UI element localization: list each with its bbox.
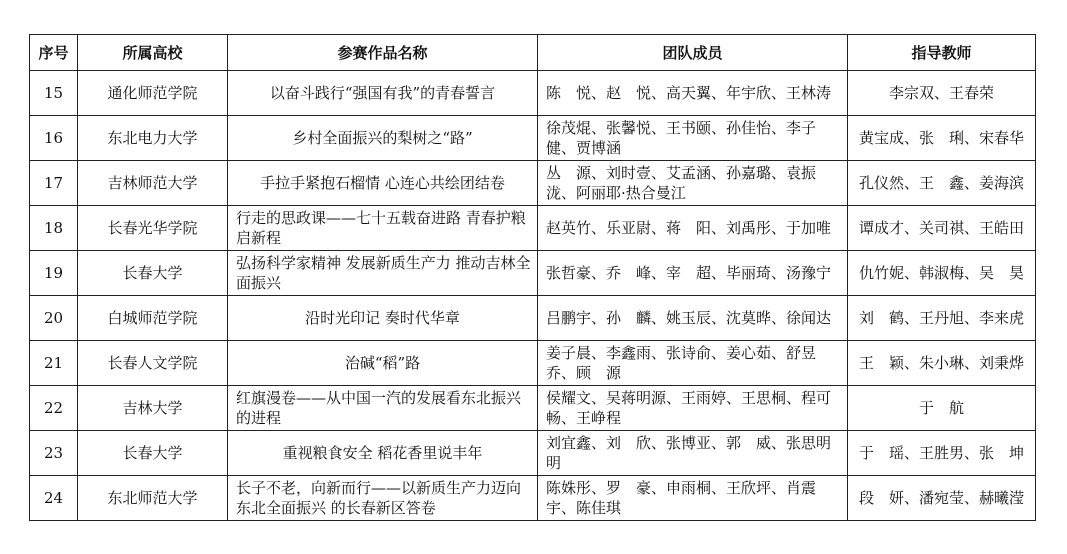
row-work: 红旗漫卷——从中国一汽的发展看东北振兴的进程 — [228, 386, 538, 431]
row-advisor: 刘 鹤、王丹旭、李来虎 — [848, 296, 1036, 341]
header-members: 团队成员 — [538, 35, 848, 71]
row-work: 沿时光印记 奏时代华章 — [228, 296, 538, 341]
table-row — [30, 296, 1036, 341]
row-members: 张哲豪、乔 峰、宰 超、毕丽琦、汤豫宁 — [538, 251, 848, 296]
header-advisor: 指导教师 — [848, 35, 1036, 71]
header-school: 所属高校 — [78, 35, 228, 71]
award-table-container — [29, 34, 1035, 521]
row-members: 丛 源、刘时壹、艾孟涵、孙嘉璐、袁振泷、阿丽耶·热合曼江 — [538, 161, 848, 206]
table-row — [30, 161, 1036, 206]
row-school: 通化师范学院 — [78, 71, 228, 116]
row-advisor: 王 颖、朱小琳、刘秉烨 — [848, 341, 1036, 386]
row-work: 治碱“稻”路 — [228, 341, 538, 386]
row-work: 乡村全面振兴的梨树之“路” — [228, 116, 538, 161]
row-index: 18 — [30, 206, 78, 251]
row-work: 行走的思政课——七十五载奋进路 青春护粮启新程 — [228, 206, 538, 251]
row-advisor: 于 瑶、王胜男、张 坤 — [848, 431, 1036, 476]
table-row — [30, 431, 1036, 476]
row-advisor: 谭成才、关司祺、王皓田 — [848, 206, 1036, 251]
table-header — [30, 35, 1036, 71]
table-row — [30, 341, 1036, 386]
row-school: 吉林大学 — [78, 386, 228, 431]
row-index: 20 — [30, 296, 78, 341]
row-index: 23 — [30, 431, 78, 476]
row-index: 17 — [30, 161, 78, 206]
table-row — [30, 206, 1036, 251]
row-school: 长春人文学院 — [78, 341, 228, 386]
row-advisor: 于 航 — [848, 386, 1036, 431]
row-members: 陈姝彤、罗 豪、申雨桐、王欣坪、肖震宇、陈佳琪 — [538, 476, 848, 521]
row-advisor: 孔仪然、王 鑫、姜海滨 — [848, 161, 1036, 206]
row-members: 姜子晨、李鑫雨、张诗俞、姜心茹、舒昱乔、顾 源 — [538, 341, 848, 386]
table-body — [30, 71, 1036, 521]
row-school: 长春大学 — [78, 431, 228, 476]
row-school: 吉林师范大学 — [78, 161, 228, 206]
row-index: 16 — [30, 116, 78, 161]
row-members: 吕鹏宇、孙 麟、姚玉辰、沈莫晔、徐闻达 — [538, 296, 848, 341]
header-index: 序号 — [30, 35, 78, 71]
row-members: 侯耀文、吴蒋明源、王雨婷、王思桐、程可畅、王峥程 — [538, 386, 848, 431]
row-work: 手拉手紧抱石榴情 心连心共绘团结卷 — [228, 161, 538, 206]
row-school: 东北师范大学 — [78, 476, 228, 521]
row-school: 长春光华学院 — [78, 206, 228, 251]
header-work: 参赛作品名称 — [228, 35, 538, 71]
row-school: 长春大学 — [78, 251, 228, 296]
row-index: 19 — [30, 251, 78, 296]
header-row — [30, 35, 1036, 71]
row-work: 重视粮食安全 稻花香里说丰年 — [228, 431, 538, 476]
row-advisor: 黄宝成、张 琍、宋春华 — [848, 116, 1036, 161]
row-members: 徐茂焜、张馨悦、王书颐、孙佳怡、李子健、贾博涵 — [538, 116, 848, 161]
row-school: 东北电力大学 — [78, 116, 228, 161]
table-row — [30, 386, 1036, 431]
table-row — [30, 476, 1036, 521]
row-index: 21 — [30, 341, 78, 386]
row-members: 赵英竹、乐亚尉、蒋 阳、刘禹彤、于加唯 — [538, 206, 848, 251]
row-index: 15 — [30, 71, 78, 116]
row-school: 白城师范学院 — [78, 296, 228, 341]
table-row — [30, 71, 1036, 116]
row-index: 22 — [30, 386, 78, 431]
row-members: 刘宜鑫、刘 欣、张博亚、郭 威、张思明明 — [538, 431, 848, 476]
table-row — [30, 116, 1036, 161]
row-index: 24 — [30, 476, 78, 521]
row-work: 以奋斗践行“强国有我”的青春誓言 — [228, 71, 538, 116]
row-work: 弘扬科学家精神 发展新质生产力 推动吉林全面振兴 — [228, 251, 538, 296]
table-row — [30, 251, 1036, 296]
row-members: 陈 悦、赵 悦、高天翼、年宇欣、王林涛 — [538, 71, 848, 116]
row-advisor: 仇竹妮、韩淑梅、吴 昊 — [848, 251, 1036, 296]
row-advisor: 李宗双、王春荣 — [848, 71, 1036, 116]
award-table — [29, 34, 1036, 521]
row-work: 长子不老，向新而行——以新质生产力迈向东北全面振兴 的长春新区答卷 — [228, 476, 538, 521]
row-advisor: 段 妍、潘宛莹、赫曦滢 — [848, 476, 1036, 521]
